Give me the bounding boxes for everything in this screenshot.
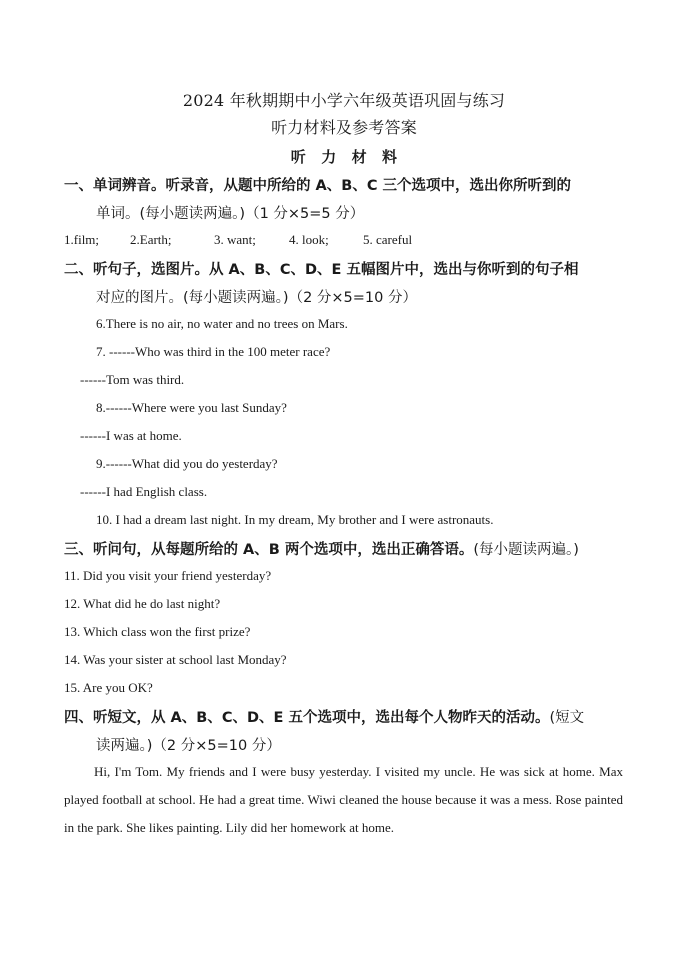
part1-heading-line1: 一、单词辨音。听录音，从题中所给的 A、B、C 三个选项中，选出你所听到的 (64, 178, 572, 194)
part1-word-list (64, 232, 412, 248)
section-heading: 听 力 材 料 (290, 148, 398, 166)
part2-sentence: 9.------What did you do yesterday? (96, 456, 278, 471)
part4-heading-line2: 读两遍。)（2 分×5=10 分） (96, 738, 281, 754)
part3-question: 13. Which class won the first prize? (64, 624, 251, 639)
part2-sentence: 8.------Where were you last Sunday? (96, 400, 287, 415)
document-subtitle: 听力材料及参考答案 (271, 118, 417, 137)
word-item: 4. look; (289, 232, 329, 247)
part4-heading-note: (短文 (549, 710, 585, 726)
word-item: 2.Earth; (130, 232, 172, 247)
part2-sentence: ------I had English class. (80, 484, 208, 499)
part2-heading-line1: 二、听句子，选图片。从 A、B、C、D、E 五幅图片中，选出与你听到的句子相 (64, 262, 579, 278)
word-item: 5. careful (363, 232, 413, 247)
part4-passage (64, 758, 623, 842)
part3-heading-note: (每小题读两遍。) (473, 542, 579, 558)
part3-question: 14. Was your sister at school last Monday? (64, 652, 287, 667)
part2-sentence: ------I was at home. (80, 428, 182, 443)
part3-question: 11. Did you visit your friend yesterday? (64, 568, 272, 583)
part2-sentence: 7. ------Who was third in the 100 meter race? (96, 344, 331, 359)
word-item: 3. want; (214, 232, 256, 247)
part2-sentence: 10. I had a dream last night. In my dream, My brother and I were astronauts. (96, 512, 494, 527)
document-title: 2024 年秋期期中小学六年级英语巩固与练习 (182, 91, 506, 110)
part2-heading-line2: 对应的图片。(每小题读两遍。)（2 分×5=10 分） (96, 290, 417, 306)
part3-heading (64, 538, 579, 559)
part1-heading-line2: 单词。(每小题读两遍。)（1 分×5=5 分） (96, 206, 365, 222)
part3-heading-text: 三、听问句，从每题所给的 A、B 两个选项中，选出正确答语。 (64, 542, 474, 558)
passage-text: Hi, I'm Tom. My friends and I were busy yesterday. I visited my uncle. He was sick at home. Max played football at school. He had a great time. Wiwi cleaned the house because it was a mess. Rose painted in the park. She likes painting. Lily did her homework at home. (64, 764, 623, 835)
part4-heading-line1 (64, 706, 584, 727)
part2-sentence: 6.There is no air, no water and no trees on Mars. (96, 316, 348, 331)
part3-question: 12. What did he do last night? (64, 596, 221, 611)
part3-question: 15. Are you OK? (64, 680, 153, 695)
part2-sentence: ------Tom was third. (80, 372, 185, 387)
part4-heading-text: 四、听短文，从 A、B、C、D、E 五个选项中，选出每个人物昨天的活动。 (64, 710, 550, 726)
word-item: 1.film; (64, 232, 100, 247)
